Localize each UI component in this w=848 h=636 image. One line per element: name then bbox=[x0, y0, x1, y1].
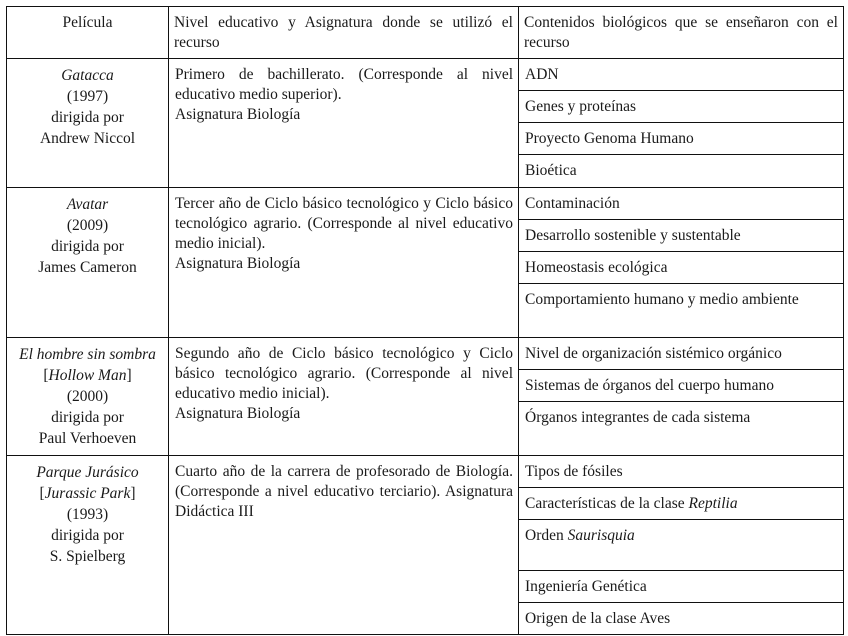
content-item: Nivel de organización sistémico orgánico bbox=[519, 338, 843, 370]
table-row bbox=[7, 456, 844, 635]
content-item: Comportamiento humano y medio ambiente bbox=[525, 291, 799, 308]
level-cell bbox=[169, 338, 519, 456]
directed-by-label: dirigida por bbox=[51, 238, 124, 255]
table-row bbox=[7, 59, 844, 188]
level-text: Primero de bachillerato. (Corresponde al nivel educativo medio superior). bbox=[175, 66, 513, 103]
film-title: Avatar bbox=[66, 196, 109, 213]
film-title: Gatacca bbox=[61, 67, 114, 84]
content-item: Tipos de fósiles bbox=[519, 456, 843, 488]
film-original-title: Hollow Man bbox=[48, 367, 127, 384]
contents-cell bbox=[519, 338, 844, 456]
film-title: El hombre sin sombra bbox=[19, 346, 156, 363]
header-contents: Contenidos biológicos que se enseñaron con el recurso bbox=[519, 7, 844, 59]
header-level: Nivel educativo y Asignatura donde se utilizó el recurso bbox=[169, 7, 519, 59]
subject-text: Asignatura Biología bbox=[175, 405, 301, 422]
film-director: Andrew Niccol bbox=[39, 130, 136, 147]
table-row bbox=[7, 188, 844, 338]
level-cell bbox=[169, 59, 519, 188]
contents-cell bbox=[519, 456, 844, 635]
film-cell: Parque Jurásico [Jurassic Park] (1993) dirigida por S. Spielberg bbox=[7, 456, 169, 635]
contents-cell bbox=[519, 59, 844, 188]
content-item: Contaminación bbox=[519, 188, 843, 220]
content-item: Origen de la clase Aves bbox=[525, 610, 671, 627]
film-original-title: Jurassic Park bbox=[44, 485, 131, 502]
level-cell bbox=[169, 188, 519, 338]
directed-by-label: dirigida por bbox=[51, 109, 124, 126]
film-year: (2009) bbox=[66, 217, 109, 234]
film-year: (1997) bbox=[66, 88, 109, 105]
film-director: S. Spielberg bbox=[49, 548, 126, 565]
directed-by-label: dirigida por bbox=[51, 527, 124, 544]
film-cell bbox=[7, 59, 169, 188]
film-cell: El hombre sin sombra [Hollow Man] (2000) dirigida por Paul Verhoeven bbox=[7, 338, 169, 456]
header-row bbox=[7, 7, 844, 59]
content-item: Bioética bbox=[525, 162, 577, 179]
film-year: (2000) bbox=[66, 388, 109, 405]
film-title: Parque Jurásico bbox=[36, 464, 139, 481]
directed-by-label: dirigida por bbox=[51, 409, 124, 426]
table-row bbox=[7, 338, 844, 456]
level-cell bbox=[169, 456, 519, 635]
subject-text: Asignatura Biología bbox=[175, 106, 301, 123]
film-year: (1993) bbox=[66, 506, 109, 523]
content-item: Orden Saurisquia bbox=[519, 520, 843, 571]
content-item: Desarrollo sostenible y sustentable bbox=[519, 220, 843, 252]
content-item: Proyecto Genoma Humano bbox=[519, 123, 843, 155]
content-item: Órganos integrantes de cada sistema bbox=[525, 409, 751, 426]
contents-cell bbox=[519, 188, 844, 338]
level-text: Tercer año de Ciclo básico tecnológico y Ciclo básico tecnológico agrario. (Corresponde al nivel educativo medio inicial). bbox=[175, 195, 513, 252]
film-director: Paul Verhoeven bbox=[38, 430, 137, 447]
content-item: Ingeniería Genética bbox=[519, 571, 843, 603]
content-item: ADN bbox=[519, 59, 843, 91]
level-text: Cuarto año de la carrera de profesorado de Biología. (Corresponde a nivel educativo terciario). Asignatura Didáctica III bbox=[175, 463, 513, 520]
content-item: Sistemas de órganos del cuerpo humano bbox=[519, 370, 843, 402]
level-text: Segundo año de Ciclo básico tecnológico y Ciclo básico tecnológico agrario. (Corresponde al nivel educativo medio inicial). bbox=[175, 345, 513, 402]
film-director: James Cameron bbox=[38, 259, 137, 276]
films-table bbox=[6, 6, 844, 635]
film-cell bbox=[7, 188, 169, 338]
header-film: Película bbox=[7, 7, 169, 59]
content-item: Genes y proteínas bbox=[519, 91, 843, 123]
subject-text: Asignatura Biología bbox=[175, 255, 301, 272]
content-item: Características de la clase Reptilia bbox=[519, 488, 843, 520]
content-item: Homeostasis ecológica bbox=[519, 252, 843, 284]
